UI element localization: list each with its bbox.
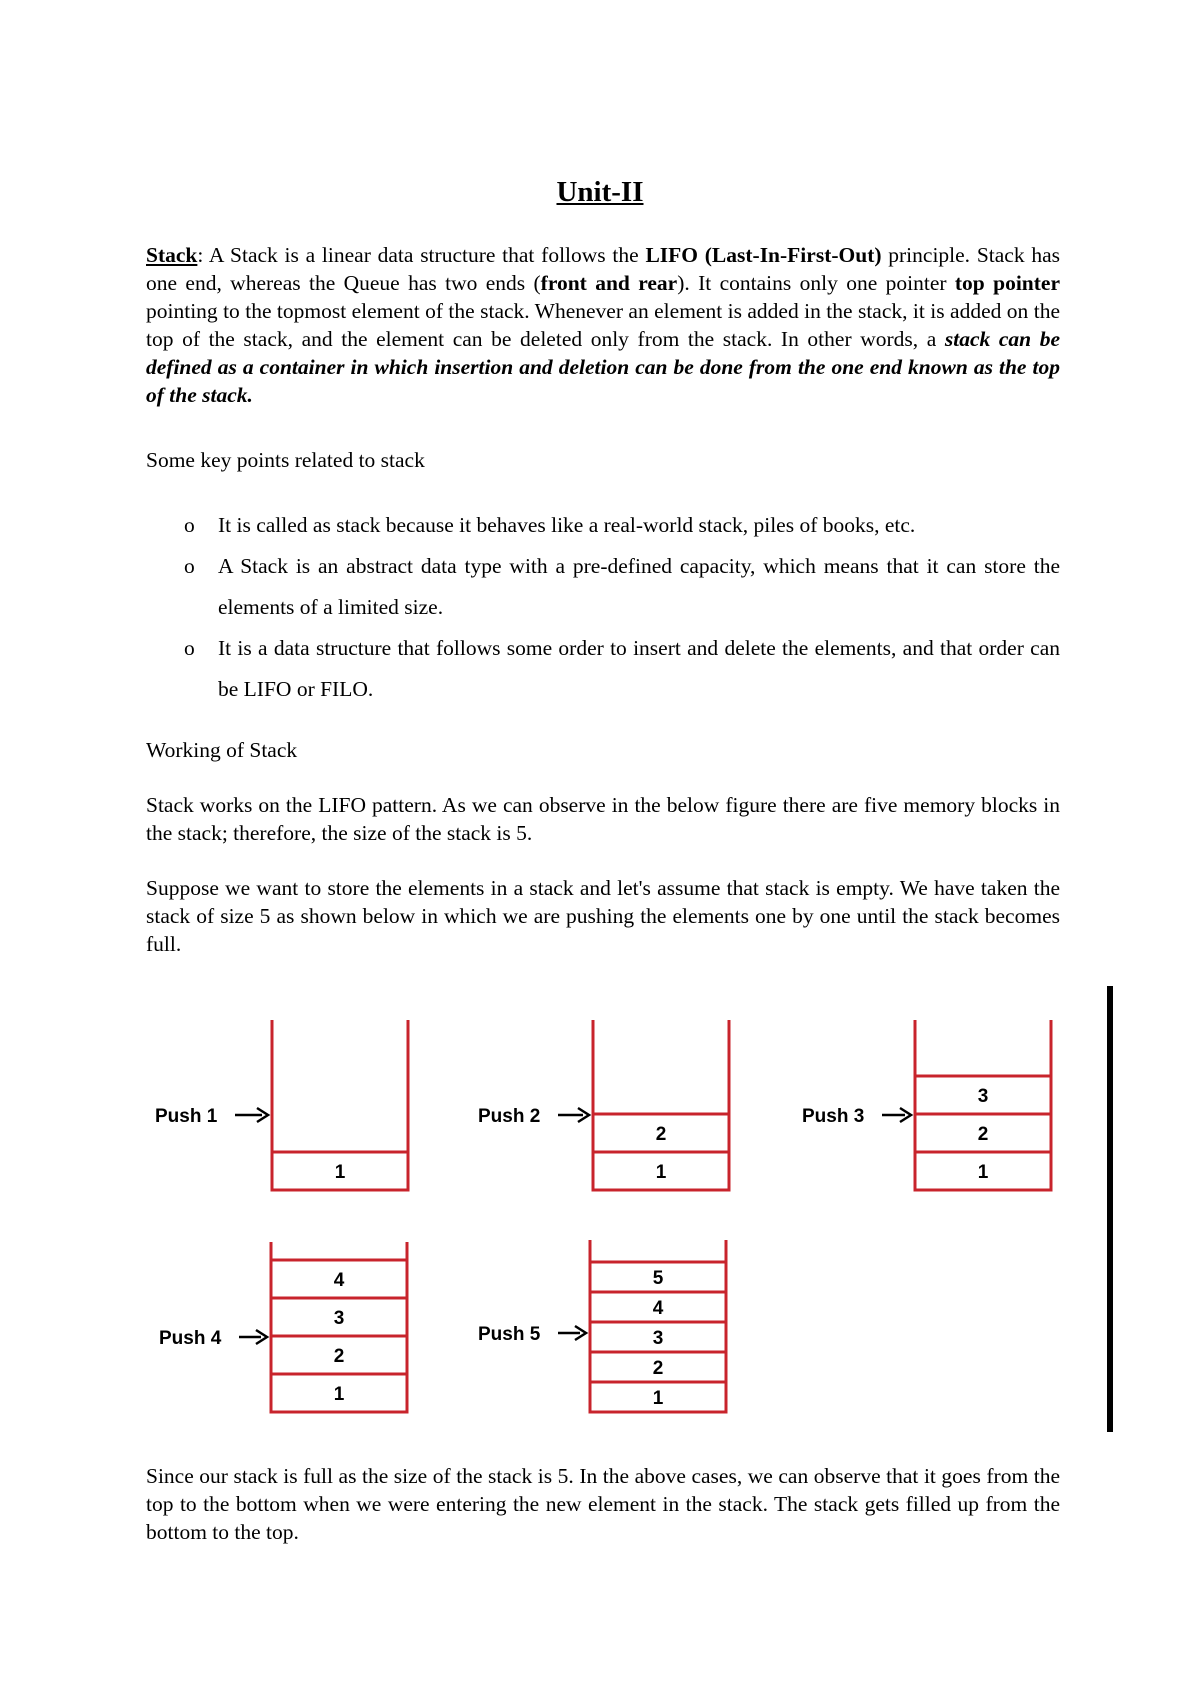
- push-label: Push 2: [478, 1106, 541, 1127]
- stack-cell-value: 1: [333, 1384, 345, 1405]
- list-item: o It is a data structure that follows some order to insert and delete the elements, and that order can be LIFO or FILO.: [146, 628, 1060, 710]
- stack-cell-value: 2: [652, 1358, 664, 1379]
- bullet-marker: o: [184, 554, 195, 578]
- lifo-term: LIFO (Last-In-First-Out): [645, 243, 882, 267]
- stack-term: Stack: [146, 243, 198, 267]
- stack-cell-value: 2: [655, 1124, 667, 1145]
- definition-text-3: ). It contains only one pointer: [677, 271, 955, 295]
- stack-container-definition: stack can be defined as a container in which insertion and deletion can be done from the one end known as the top of the stack.: [146, 327, 1060, 407]
- stack-cell-value: 2: [977, 1124, 989, 1145]
- stack-cell-value: 1: [655, 1162, 667, 1183]
- bullet-marker: o: [184, 513, 195, 537]
- stack-cell-value: 2: [333, 1346, 345, 1367]
- push-label: Push 4: [159, 1328, 222, 1349]
- top-pointer-term: top pointer: [954, 271, 1061, 295]
- key-points-list: [146, 505, 1060, 710]
- stack-cell-value: 4: [652, 1298, 664, 1319]
- stack-cell-value: 1: [977, 1162, 989, 1183]
- push-label: Push 1: [155, 1106, 218, 1127]
- key-points-heading: Some key points related to stack: [146, 448, 425, 472]
- definition-text-4: pointing to the topmost element of the stack. Whenever an element is added in the stack, it is added on the top of the stack, and the element can be deleted only from the stack. In other words, a: [146, 299, 1060, 351]
- stack-cell-value: 3: [333, 1308, 345, 1329]
- definition-text-1: A Stack is a linear data structure that follows the: [203, 243, 646, 267]
- conclusion-paragraph: Since our stack is full as the size of the stack is 5. In the above cases, we can observe that it goes from the top to the bottom when we were entering the new element in the stack. The stack gets filled up from the bottom to the top.: [146, 1464, 1060, 1544]
- stack-cell-value: 1: [652, 1388, 664, 1409]
- list-item: o A Stack is an abstract data type with a pre-defined capacity, which means that it can store the elements of a limited size.: [146, 546, 1060, 628]
- push-label: Push 5: [478, 1324, 541, 1345]
- stack-cell-value: 4: [333, 1270, 345, 1291]
- working-heading: Working of Stack: [146, 738, 298, 762]
- working-paragraph-2: Suppose we want to store the elements in a stack and let's assume that stack is empty. We have taken the stack of size 5 as shown below in which we are pushing the elements one by one until the stack becomes full.: [146, 876, 1060, 956]
- stack-cell-value: 5: [652, 1268, 664, 1289]
- definition-text-2: principle. Stack has one end, whereas the Queue has two ends (: [146, 243, 1060, 295]
- working-paragraph-1: Stack works on the LIFO pattern. As we can observe in the below figure there are five memory blocks in the stack; therefore, the size of the stack is 5.: [146, 793, 1060, 845]
- stack-cell-value: 3: [652, 1328, 664, 1349]
- stack-cell-value: 3: [977, 1086, 989, 1107]
- bullet-marker: o: [184, 636, 195, 660]
- margin-bar: [1107, 986, 1113, 1432]
- stack-cell-value: 1: [334, 1162, 346, 1183]
- stack-push-diagram: [0, 975, 1200, 1445]
- push-label: Push 3: [802, 1106, 865, 1127]
- stack-term-colon: :: [197, 243, 204, 267]
- stack-definition-paragraph: [146, 241, 1060, 409]
- front-rear-term: front and rear: [540, 271, 678, 295]
- page-title: Unit-II: [556, 176, 644, 208]
- list-item: o It is called as stack because it behaves like a real-world stack, piles of books, etc.: [146, 505, 1060, 546]
